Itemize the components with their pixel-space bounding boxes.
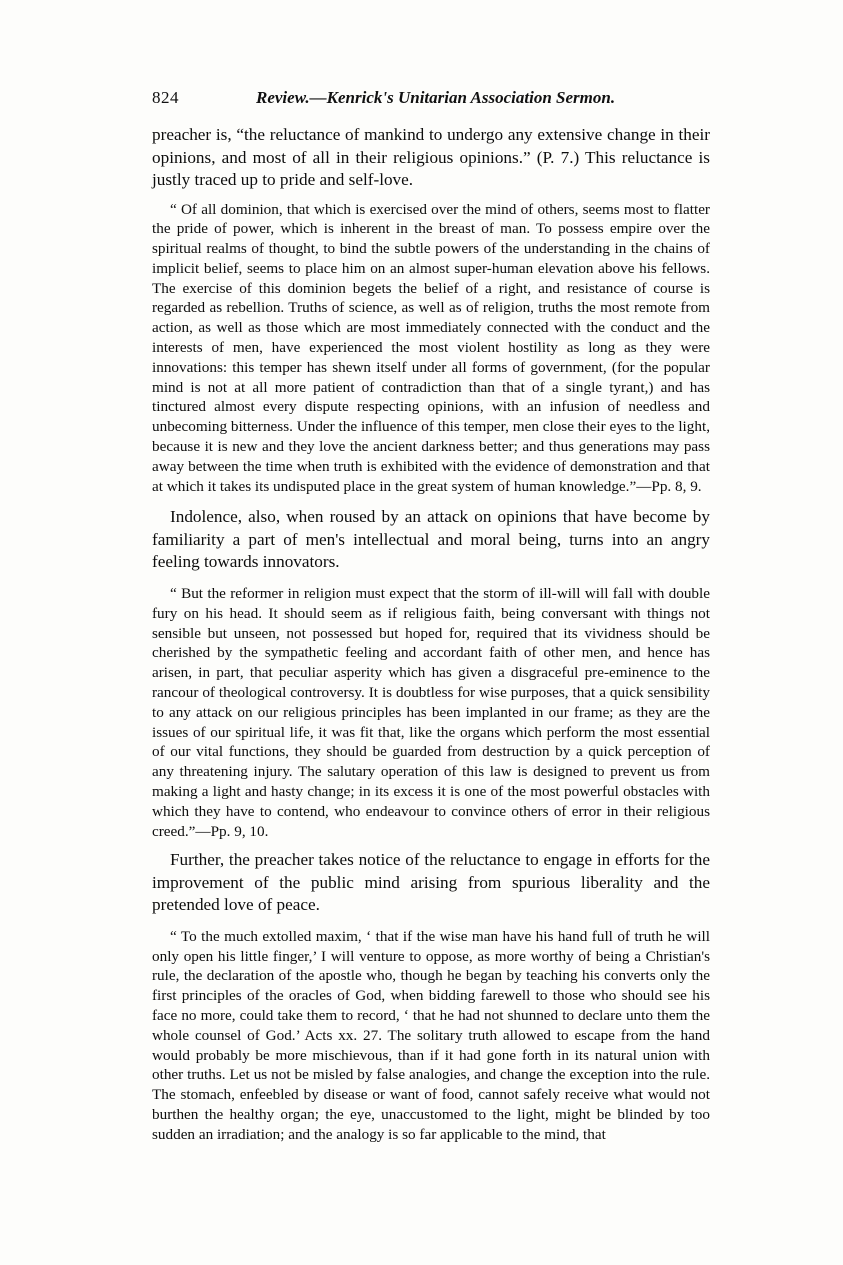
quote-dominion: “ Of all dominion, that which is exercised over the mind of others, seems most to flatter the pride of power, which is inherent in the breast of man. To possess empire over the spiritual realms of thought, to bind the subtle powers of the understanding in the chains of implicit belief, seems to place him on an almost super-human elevation above his fellows. The exercise of this dominion begets the belief of a right, and resistance of course is regarded as rebellion. Truths of science, as well as of religion, truths the most remote from action, as well as those which are most immediately connected with the conduct and the interests of men, have experienced the most violent hostility as long as they were innovations: this temper has shewn itself under all forms of government, (for the popular mind is not at all more patient of contradiction than that of a single tyrant,) and has tinctured almost every dispute respecting opinions, with an infusion of needless and unbecoming bitterness. Under the influence of this temper, men close their eyes to the light, because it is new and they love the ancient darkness better; and thus generations may pass away between the time when truth is exhibited with the evidence of demonstration and that at which it takes its undisputed place in the great system of human knowledge.”—Pp. 8, 9. <box>152 200 710 495</box>
page-number: 824 <box>152 88 179 107</box>
body-text <box>152 124 710 1145</box>
paragraph-indolence: Indolence, also, when roused by an attack on opinions that have become by familiarity a part of men's intellectual and moral being, turns into an angry feeling towards innovators. <box>152 507 710 572</box>
page-header <box>152 88 712 114</box>
quote-reformer: “ But the reformer in religion must expect that the storm of ill-will will fall with double fury on his head. It should seem as if religious faith, being conversant with things not sensible but unseen, not possessed but hoped for, required that its vividness should be cherished by the sympathetic feeling and accordant faith of other men, and hence has arisen, in part, that peculiar asperity which has given a disgraceful pre-eminence to the rancour of theological controversy. It is doubtless for wise purposes, that a quick sensibility to any attack on our religious principles has been implanted in our frame; as they are the issues of our spiritual life, it was fit that, like the organs which perform the most essential of our vital functions, they should be guarded from destruction by a quick perception of any threatening injury. The salutary operation of this law is designed to prevent us from making a light and hasty change; in its excess it is one of the most powerful obstacles with which they have to contend, who endeavour to convince others of error in their religious creed.”—Pp. 9, 10. <box>152 584 710 840</box>
quote-extolled-maxim: “ To the much extolled maxim, ‘ that if the wise man have his hand full of truth he will only open his little finger,’ I will venture to oppose, as more worthy of being a Christian's rule, the declaration of the apostle who, though he began by teaching his converts only the first principles of the oracles of God, when bidding farewell to those who should see his face no more, could take them to record, ‘ that he had not shunned to declare unto them the whole counsel of God.’ Acts xx. 27. The solitary truth allowed to escape from the hand would probably be more mischievous, than if it had gone forth in its natural union with other truths. Let us not be misled by false analogies, and change the exception into the rule. The stomach, enfeebled by disease or want of food, cannot safely receive what would not burthen the healthy organ; the eye, unaccustomed to the light, might be blinded by too sudden an irradiation; and the analogy is so far applicable to the mind, that <box>152 927 710 1143</box>
paragraph-preacher-reluctance: preacher is, “the reluctance of mankind to undergo any extensive change in their opinions, and most of all in their religious opinions.” (P. 7.) This reluctance is justly traced up to pride and self-love. <box>152 125 710 189</box>
running-title: Review.—Kenrick's Unitarian Association Sermon. <box>256 88 616 107</box>
paragraph-spurious-liberality: Further, the preacher takes notice of the reluctance to engage in efforts for the improvement of the public mind arising from spurious liberality and the pretended love of peace. <box>152 850 710 915</box>
